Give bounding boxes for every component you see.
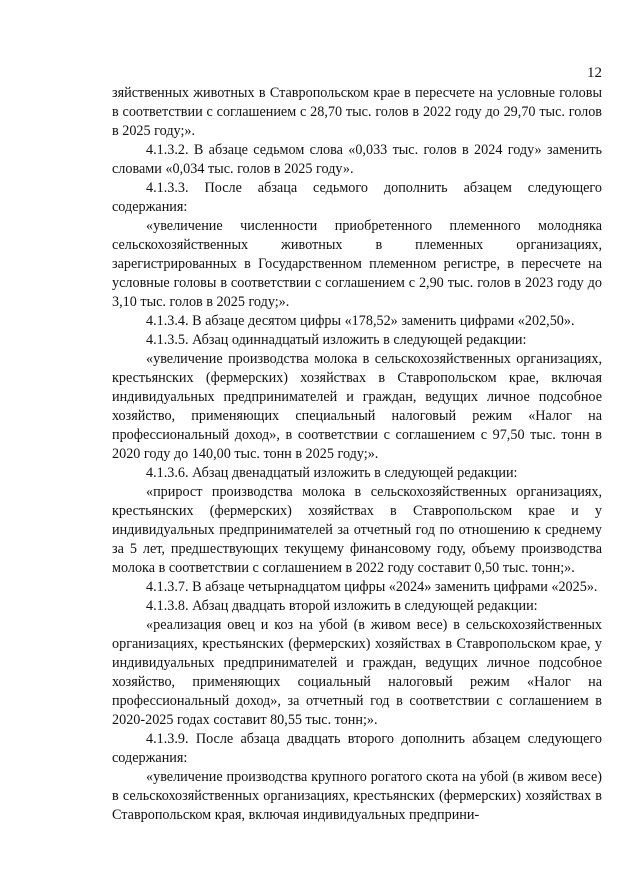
- paragraph: 4.1.3.6. Абзац двенадцатый изложить в следующей редакции:: [146, 465, 518, 481]
- paragraph: 4.1.3.9. После абзаца двадцать второго дополнить абзацем следующего содержания:: [112, 731, 602, 766]
- paragraph: «увеличение производства крупного рогатого скота на убой (в живом весе) в сельскохозяйственных организациях, крестьянских (фермерских) хозяйствах в Ставропольском края, включая индивидуальных предприни-: [112, 769, 602, 823]
- paragraph: «увеличение численности приобретенного племенного молодняка сельскохозяйственных животных в племенных организациях, зарегистрированных в Государственном племенном регистре, в пересчете на условные головы в соответствии с соглашением с 2,90 тыс. голов в 2023 году до 3,10 тыс. голов в 2025 году;».: [112, 218, 602, 310]
- paragraph: 4.1.3.4. В абзаце десятом цифры «178,52» заменить цифрами «202,50».: [146, 313, 575, 329]
- paragraph: зяйственных животных в Ставропольском крае в пересчете на условные головы в соответствии с соглашением с 28,70 тыс. голов в 2022 году до 29,70 тыс. голов в 2025 году;».: [112, 85, 602, 139]
- paragraph: 4.1.3.2. В абзаце седьмом слова «0,033 тыс. голов в 2024 году» заменить словами «0,034 тыс. голов в 2025 году».: [112, 142, 602, 177]
- paragraph: «прирост производства молока в сельскохозяйственных организациях, крестьянских (фермерских) хозяйствах в Ставропольском крае и у индивидуальных предпринимателей за отчетный год по отношению к среднему за 5 лет, предшествующих текущему финансовому году, объему производства молока в соответствии с соглашением в 2022 году составит 0,50 тыс. тонн;».: [112, 484, 602, 576]
- paragraph: 4.1.3.5. Абзац одиннадцатый изложить в следующей редакции:: [146, 332, 527, 348]
- paragraph: 4.1.3.3. После абзаца седьмого дополнить абзацем следующего содержания:: [112, 180, 602, 215]
- page-number: 12: [587, 65, 602, 81]
- paragraph: 4.1.3.8. Абзац двадцать второй изложить в следующей редакции:: [146, 598, 538, 614]
- paragraph: 4.1.3.7. В абзаце четырнадцатом цифры «2024» заменить цифрами «2025».: [146, 579, 598, 595]
- document-body: [112, 84, 602, 825]
- paragraph: «увеличение производства молока в сельскохозяйственных организациях, крестьянских (фермерских) хозяйствах в Ставропольском крае, включая индивидуальных предпринимателей и граждан, ведущих личное подсобное хозяйство, применяющих специальный налоговый режим «Налог на профессиональный доход», в соответствии с соглашением с 97,50 тыс. тонн в 2020 году до 140,00 тыс. тонн в 2025 году;».: [112, 351, 602, 462]
- paragraph: «реализация овец и коз на убой (в живом весе) в сельскохозяйственных организациях, крестьянских (фермерских) хозяйствах в Ставропольском крае, у индивидуальных предпринимателей и граждан, ведущих личное подсобное хозяйство, применяющих социальный налоговый режим «Налог на профессиональный доход», за отчетный год в соответствии с соглашением в 2020-2025 годах составит 80,55 тыс. тонн;».: [112, 617, 602, 728]
